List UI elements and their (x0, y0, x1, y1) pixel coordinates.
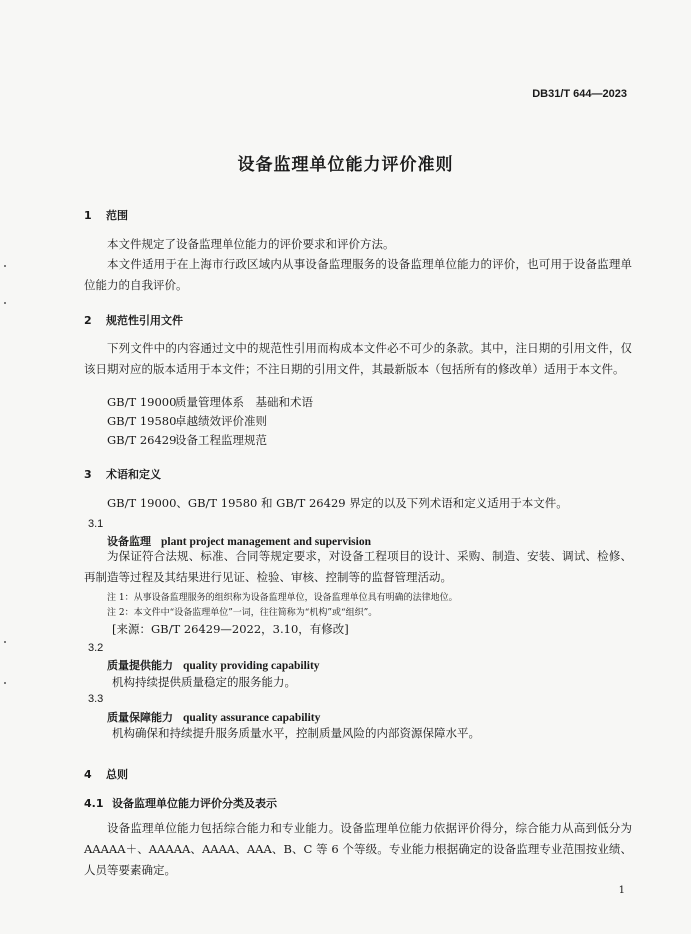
reference-code: GB/T 26429 (107, 433, 177, 447)
section-4-paragraph-1: 设备监理单位能力包括综合能力和专业能力。设备监理单位能力依据评价得分，综合能力从高到低分为 AAAAA＋、AAAAA、AAAA、AAA、B、C 等 6 个等级。专业能力根据确定的设备监理专业范围按业绩、人员等要素确定。 (84, 821, 632, 877)
section-2-paragraph-1: 下列文件中的内容通过文中的规范性引用而构成本文件必不可少的条款。其中，注日期的引用文件，仅该日期对应的版本适用于本文件；不注日期的引用文件，其最新版本（包括所有的修改单）适用于本文件。 (84, 341, 632, 376)
scan-speck (4, 682, 6, 684)
scan-speck (4, 302, 6, 304)
standard-number: DB31/T 644—2023 (532, 88, 627, 100)
section-1-paragraph-1: 本文件规定了设备监理单位能力的评价要求和评价方法。 (107, 237, 395, 251)
reference-title: 设备工程监理规范 (175, 433, 267, 447)
reference-code: GB/T 19580 (107, 414, 177, 428)
term-note-2: 注 2：本文件中“设备监理单位”一词，往往简称为“机构”或“组织”。 (107, 608, 378, 618)
reference-title: 质量管理体系 基础和术语 (175, 395, 313, 409)
term-definition: 为保证符合法规、标准、合同等规定要求，对设备工程项目的设计、采购、制造、安装、调试、检修、再制造等过程及其结果进行见证、检验、审核、控制等的监督管理活动。 (84, 549, 632, 584)
scan-speck (4, 265, 6, 267)
term-heading (107, 657, 320, 673)
section-number: 1 (84, 209, 92, 222)
term-zh: 设备监理 (107, 535, 151, 548)
term-en: quality providing capability (183, 660, 320, 672)
term-zh: 质量提供能力 (107, 659, 173, 672)
section-2-heading (84, 312, 183, 328)
term-note-1: 注 1：从事设备监理服务的组织称为设备监理单位，设备监理单位具有明确的法律地位。 (107, 593, 458, 603)
term-definition: 机构确保和持续提升服务质量水平，控制质量风险的内部资源保障水平。 (112, 726, 480, 740)
section-number: 2 (84, 314, 92, 327)
term-en: plant project management and supervision (161, 536, 371, 548)
term-en: quality assurance capability (183, 712, 321, 724)
subsection-number: 4.1 (84, 797, 104, 810)
section-title: 规范性引用文件 (106, 314, 183, 327)
section-1-paragraph-2: 本文件适用于在上海市行政区域内从事设备监理服务的设备监理单位能力的评价，也可用于设备监理单位能力的自我评价。 (84, 257, 632, 292)
section-4-heading (84, 766, 128, 782)
section-number: 4 (84, 768, 92, 781)
scan-speck (4, 641, 6, 643)
reference-item (107, 413, 267, 429)
section-title: 术语和定义 (106, 468, 161, 481)
term-number: 3.3 (88, 693, 104, 705)
section-title: 范围 (106, 209, 128, 222)
term-source: [来源：GB/T 26429—2022，3.10，有修改] (112, 622, 349, 636)
subsection-title: 设备监理单位能力评价分类及表示 (112, 797, 277, 810)
document-title: 设备监理单位能力评价准则 (237, 155, 454, 175)
term-definition: 机构持续提供质量稳定的服务能力。 (112, 675, 296, 689)
page-number: 1 (618, 885, 625, 896)
section-number: 3 (84, 468, 92, 481)
section-1-heading (84, 207, 128, 223)
term-number: 3.1 (88, 518, 104, 530)
section-title: 总则 (106, 768, 128, 781)
reference-title: 卓越绩效评价准则 (175, 414, 267, 428)
reference-code: GB/T 19000 (107, 395, 177, 409)
term-zh: 质量保障能力 (107, 711, 173, 724)
reference-item (107, 394, 313, 410)
term-number: 3.2 (88, 642, 104, 654)
section-3-paragraph-1: GB/T 19000、GB/T 19580 和 GB/T 26429 界定的以及下列术语和定义适用于本文件。 (107, 496, 568, 510)
subsection-4-1-heading (84, 795, 277, 811)
reference-item (107, 432, 267, 448)
section-3-heading (84, 466, 161, 482)
